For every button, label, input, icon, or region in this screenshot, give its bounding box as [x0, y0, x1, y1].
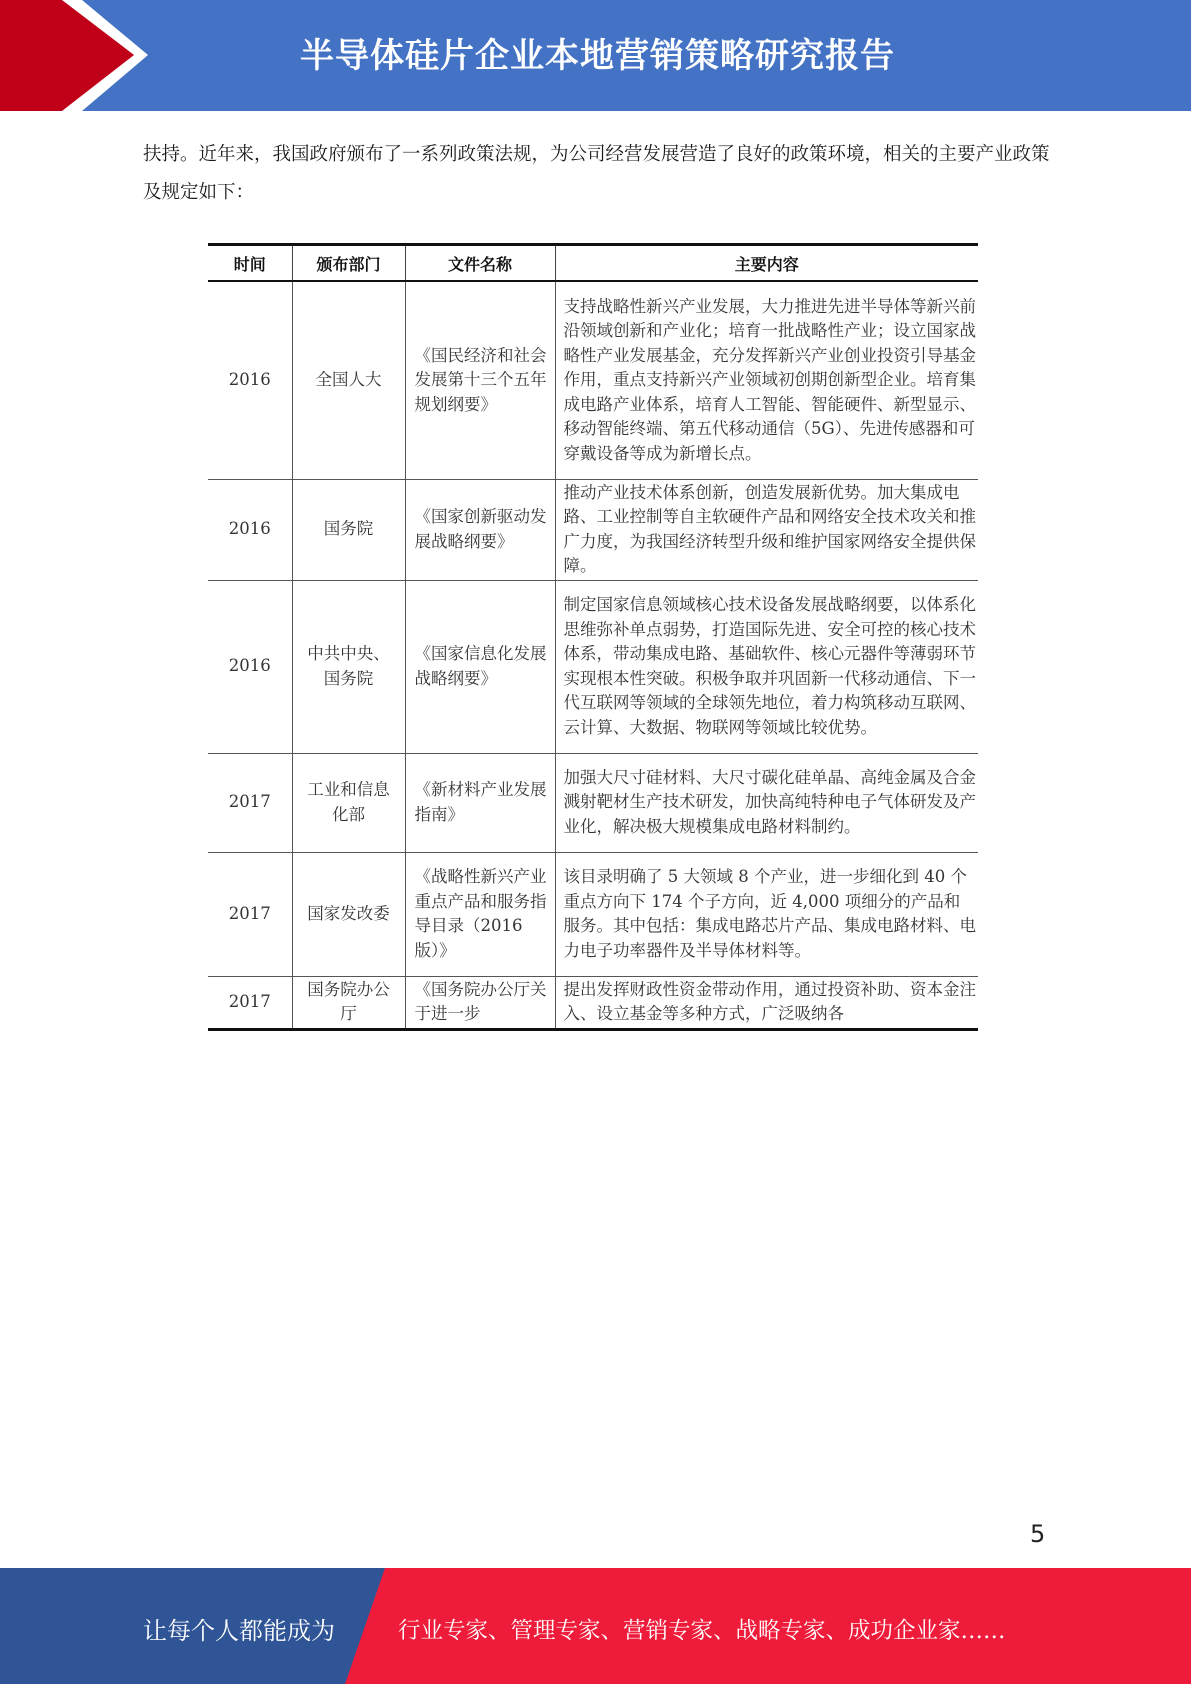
cell-content: 加强大尺寸硅材料、大尺寸碳化硅单晶、高纯金属及合金溅射靶材生产技术研发，加快高纯特种电子气体研发及产业化，解决极大规模集成电路材料制约。 [555, 753, 978, 852]
table-row [208, 281, 978, 479]
cell-year: 2017 [208, 852, 292, 976]
cell-content: 支持战略性新兴产业发展，大力推进先进半导体等新兴前沿领域创新和产业化；培育一批战略性产业；设立国家战略性产业发展基金，充分发挥新兴产业创业投资引导基金作用，重点支持新兴产业领域初创期创新型企业。培育集成电路产业体系，培育人工智能、智能硬件、新型显示、移动智能终端、第五代移动通信（5G）、先进传感器和可穿戴设备等成为新增长点。 [555, 281, 978, 479]
cell-dept: 国务院 [292, 479, 405, 580]
cell-year: 2017 [208, 976, 292, 1029]
intro-paragraph: 扶持。近年来，我国政府颁布了一系列政策法规，为公司经营发展营造了良好的政策环境，相关的主要产业政策及规定如下： [143, 144, 1050, 203]
cell-dept: 国家发改委 [292, 852, 405, 976]
policy-table [208, 243, 978, 1031]
page-number: 5 [1030, 1520, 1046, 1548]
cell-dept: 工业和信息化部 [292, 753, 405, 852]
table-row [208, 852, 978, 976]
cell-doc: 《新材料产业发展指南》 [405, 753, 555, 852]
cell-content: 推动产业技术体系创新，创造发展新优势。加大集成电路、工业控制等自主软硬件产品和网络安全技术攻关和推广力度，为我国经济转型升级和维护国家网络安全提供保障。 [555, 479, 978, 580]
table-row [208, 753, 978, 852]
header-red-arrow [0, 0, 148, 111]
cell-doc: 《国务院办公厅关于进一步 [405, 976, 555, 1029]
header-content: 主要内容 [555, 245, 978, 282]
header-dept: 颁布部门 [292, 245, 405, 282]
footer-banner [0, 1568, 1191, 1684]
cell-content: 制定国家信息领域核心技术设备发展战略纲要，以体系化思维弥补单点弱势，打造国际先进、安全可控的核心技术体系，带动集成电路、基础软件、核心元器件等薄弱环节实现根本性突破。积极争取并巩固新一代移动通信、下一代互联网等领域的全球领先地位，着力构筑移动互联网、云计算、大数据、物联网等领域比较优势。 [555, 580, 978, 753]
header-year: 时间 [208, 245, 292, 282]
cell-content: 该目录明确了 5 大领域 8 个产业，进一步细化到 40 个重点方向下 174 个子方向，近 4,000 项细分的产品和服务。其中包括：集成电路芯片产品、集成电路材料、电力电子功率器件及半导体材料等。 [555, 852, 978, 976]
table-row [208, 580, 978, 753]
table-row [208, 479, 978, 580]
cell-content: 提出发挥财政性资金带动作用，通过投资补助、资本金注入、设立基金等多种方式，广泛吸纳各 [555, 976, 978, 1029]
table-header-row [208, 245, 978, 282]
cell-year: 2016 [208, 479, 292, 580]
footer-slogan-left: 让每个人都能成为 [143, 1617, 335, 1645]
header-banner [0, 0, 1191, 111]
cell-dept: 国务院办公厅 [292, 976, 405, 1029]
cell-doc: 《国民经济和社会发展第十三个五年规划纲要》 [405, 281, 555, 479]
cell-dept: 全国人大 [292, 281, 405, 479]
cell-doc: 《战略性新兴产业重点产品和服务指导目录（2016 版）》 [405, 852, 555, 976]
cell-doc: 《国家信息化发展战略纲要》 [405, 580, 555, 753]
footer-slogan-right: 行业专家、管理专家、营销专家、战略专家、成功企业家…… [398, 1618, 1006, 1644]
report-title: 半导体硅片企业本地营销策略研究报告 [300, 36, 895, 76]
table-row [208, 976, 978, 1029]
cell-year: 2016 [208, 580, 292, 753]
header-doc: 文件名称 [405, 245, 555, 282]
cell-dept: 中共中央、国务院 [292, 580, 405, 753]
cell-doc: 《国家创新驱动发展战略纲要》 [405, 479, 555, 580]
cell-year: 2016 [208, 281, 292, 479]
cell-year: 2017 [208, 753, 292, 852]
